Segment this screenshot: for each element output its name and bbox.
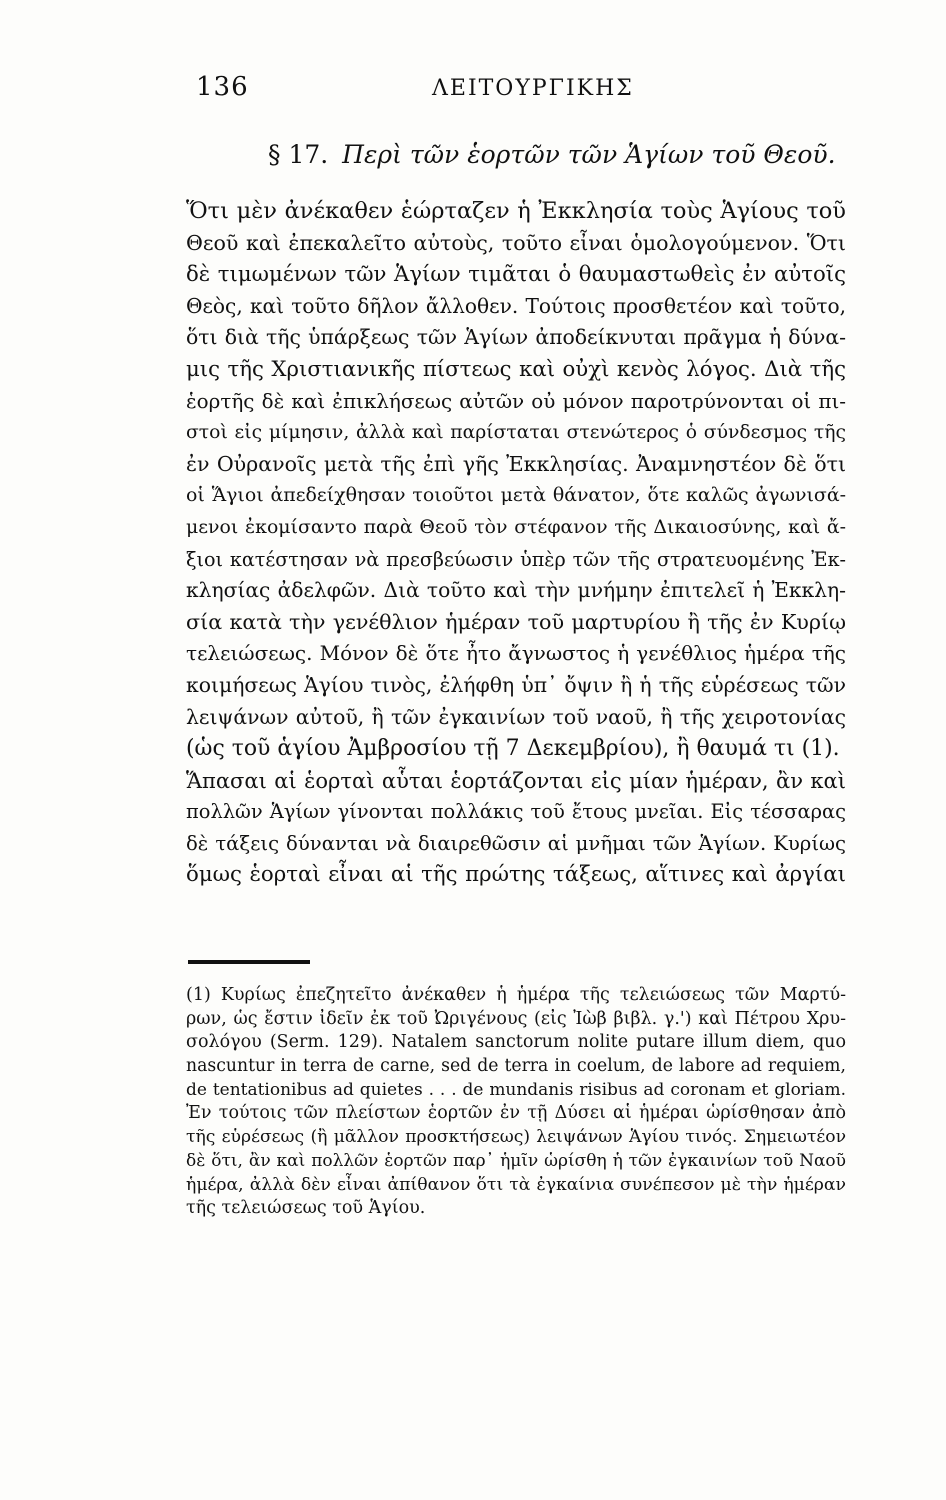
body-line: ὅτι διὰ τῆς ὑπάρξεως τῶν Ἁγίων ἀποδείκνυται πρᾶγμα ἡ δύνα- bbox=[186, 325, 846, 350]
body-line: τελειώσεως. Μόνον δὲ ὅτε ἦτο ἄγνωστος ἡ γενέθλιος ἡμέρα τῆς bbox=[186, 641, 846, 666]
section-title-text: Περὶ τῶν ἑορτῶν τῶν Ἁγίων τοῦ Θεοῦ. bbox=[342, 140, 836, 169]
body-line: Θεοῦ καὶ ἐπεκαλεῖτο αὐτοὺς, τοῦτο εἶναι ὁμολογούμενον. Ὅτι bbox=[186, 230, 846, 255]
body-line: δὲ τάξεις δύνανται νὰ διαιρεθῶσιν αἱ μνῆμαι τῶν Ἁγίων. Κυρίως bbox=[186, 831, 846, 855]
footnote-rule bbox=[188, 960, 310, 964]
footnote-line: τῆς εὑρέσεως (ἢ μᾶλλον προσκτήσεως) λειψάνων Ἁγίου τινός. Σημειωτέον bbox=[186, 1127, 846, 1148]
footnote-line: nascuntur in terra de carne, sed de terra in coelum, de labore ad requiem, bbox=[186, 1056, 846, 1077]
body-line: πολλῶν Ἁγίων γίνονται πολλάκις τοῦ ἔτους μνεῖαι. Εἰς τέσσαρας bbox=[186, 800, 846, 824]
body-text bbox=[186, 196, 846, 891]
footnote-line: ρων, ὡς ἔστιν ἰδεῖν ἐκ τοῦ Ὠριγένους (εἰς Ἰὼβ βιβλ. γ.') καὶ Πέτρου Χρυ- bbox=[186, 1008, 846, 1029]
footnote-line: ἡμέρα, ἀλλὰ δὲν εἶναι ἀπίθανον ὅτι τὰ ἐγκαίνια συνέπεσον μὲ τὴν ἡμέραν bbox=[186, 1174, 846, 1195]
body-line: κοιμήσεως Ἁγίου τινὸς, ἐλήφθη ὑπ᾽ ὄψιν ἢ ἡ τῆς εὑρέσεως τῶν bbox=[186, 672, 846, 697]
page-number: 136 bbox=[196, 72, 249, 102]
body-line: Ἅπασαι αἱ ἑορταὶ αὗται ἑορτάζονται εἰς μίαν ἡμέραν, ἂν καὶ bbox=[186, 767, 846, 793]
body-line: Θεὸς, καὶ τοῦτο δῆλον ἄλλοθεν. Τούτοις προσθετέον καὶ τοῦτο, bbox=[186, 293, 846, 318]
section-number: § 17. bbox=[268, 140, 329, 169]
body-line: κλησίας ἀδελφῶν. Διὰ τοῦτο καὶ τὴν μνήμην ἐπιτελεῖ ἡ Ἐκκλη- bbox=[186, 578, 846, 603]
body-line: σία κατὰ τὴν γενέθλιον ἡμέραν τοῦ μαρτυρίου ἢ τῆς ἐν Κυρίῳ bbox=[186, 609, 846, 634]
body-line: (ὡς τοῦ ἁγίου Ἀμβροσίου τῇ 7 Δεκεμβρίου), ἢ θαυμά τι (1). bbox=[186, 736, 840, 762]
footnote-line: τῆς τελειώσεως τοῦ Ἁγίου. bbox=[186, 1198, 426, 1219]
body-line: ἐν Οὐρανοῖς μετὰ τῆς ἐπὶ γῆς Ἐκκλησίας. Ἀναμνηστέον δὲ ὅτι bbox=[186, 451, 846, 476]
body-line: ξιοι κατέστησαν νὰ πρεσβεύωσιν ὑπὲρ τῶν τῆς στρατευομένης Ἐκ- bbox=[186, 547, 846, 571]
body-line: στοὶ εἰς μίμησιν, ἀλλὰ καὶ παρίσταται στενώτερος ὁ σύνδεσμος τῆς bbox=[186, 422, 846, 444]
body-line: ἑορτῆς δὲ καὶ ἐπικλήσεως αὐτῶν οὐ μόνον παροτρύνονται οἱ πι- bbox=[186, 389, 846, 413]
body-line: δὲ τιμωμένων τῶν Ἁγίων τιμᾶται ὁ θαυμαστωθεὶς ἐν αὐτοῖς bbox=[186, 262, 846, 288]
body-line: οἱ Ἅγιοι ἀπεδείχθησαν τοιοῦτοι μετὰ θάνατον, ὅτε καλῶς ἀγωνισά- bbox=[186, 484, 846, 507]
running-title: ΛΕΙΤΟΥΡΓΙΚΗΣ bbox=[432, 76, 634, 101]
footnote-line: Ἐν τούτοις τῶν πλείστων ἑορτῶν ἐν τῇ Δύσει αἱ ἡμέραι ὡρίσθησαν ἀπὸ bbox=[186, 1103, 846, 1124]
body-line: ὅμως ἑορταὶ εἶναι αἱ τῆς πρώτης τάξεως, αἵτινες καὶ ἀργίαι bbox=[186, 862, 846, 888]
footnote-line: σολόγου (Serm. 129). Natalem sanctorum nolite putare illum diem, quo bbox=[186, 1032, 846, 1053]
footnote-line: de tentationibus ad quietes . . . de mundanis risibus ad coronam et gloriam. bbox=[186, 1079, 846, 1100]
body-line: Ὅτι μὲν ἀνέκαθεν ἑώρταζεν ἡ Ἐκκλησία τοὺς Ἁγίους τοῦ bbox=[186, 198, 846, 224]
body-line: λειψάνων αὐτοῦ, ἢ τῶν ἐγκαινίων τοῦ ναοῦ, ἢ τῆς χειροτονίας bbox=[186, 704, 846, 729]
section-heading bbox=[268, 140, 836, 169]
body-line: μενοι ἐκομίσαντο παρὰ Θεοῦ τὸν στέφανον τῆς Δικαιοσύνης, καὶ ἄ- bbox=[186, 515, 846, 538]
footnote bbox=[186, 984, 846, 1221]
footnote-line: δὲ ὅτι, ἂν καὶ πολλῶν ἑορτῶν παρ᾽ ἡμῖν ὡρίσθη ἡ τῶν ἐγκαινίων τοῦ Ναοῦ bbox=[186, 1150, 846, 1171]
body-line: μις τῆς Χριστιανικῆς πίστεως καὶ οὐχὶ κενὸς λόγος. Διὰ τῆς bbox=[186, 356, 846, 382]
footnote-line: (1) Κυρίως ἐπεζητεῖτο ἀνέκαθεν ἡ ἡμέρα τῆς τελειώσεως τῶν Μαρτύ- bbox=[186, 985, 846, 1005]
